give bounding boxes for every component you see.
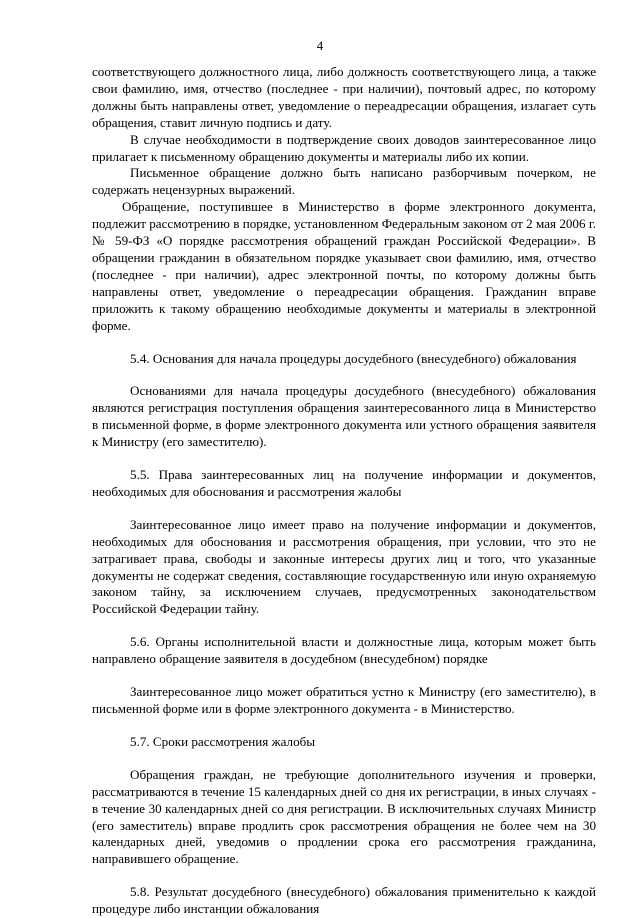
- paragraph-authorities: Заинтересованное лицо может обратиться устно к Министру (его заместителю), в письменной форме или в форме электронного документа - в Министерство.: [92, 684, 596, 716]
- page-number: 4: [316, 38, 324, 53]
- paragraph-attachments: В случае необходимости в подтверждение своих доводов заинтересованное лицо прилагает к письменному обращению документы и материалы либо их копии.: [92, 131, 596, 164]
- section-heading-5-7: 5.7. Сроки рассмотрения жалобы: [130, 733, 316, 749]
- paragraph-grounds: Основаниями для начала процедуры досудебного (внесудебного) обжалования являются регистрация поступления обращения заинтересованного лица в Министерство в письменной форме, в форме электронного документа или устного обращения заявителя к Министру (его заместителю).: [92, 383, 596, 450]
- section-heading-5-8: 5.8. Результат досудебного (внесудебного) обжалования применительно к каждой процедуре либо инстанции обжалования: [92, 884, 596, 917]
- paragraph-rights: Заинтересованное лицо имеет право на получение информации и документов, необходимых для обоснования и рассмотрения обращения, при условии, что это не затрагивает права, свободы и законные интересы других лиц и того, что указанные документы не содержат сведения, составляющие государственную или иную охраняемую законом тайну, за исключением случаев, предусмотренных законодательством Российской Федерации тайну.: [92, 516, 596, 617]
- paragraph-terms: Обращения граждан, не требующие дополнительного изучения и проверки, рассматриваются в течение 15 календарных дней со дня их регистрации, в иных случаях - в течение 30 календарных дней со дня регистрации. В исключительных случаях Министр (его заместитель) вправе продлить срок рассмотрения обращения не более чем на 30 календарных дней, уведомив о продлении срока его рассмотрения гражданина, направившего обращение.: [92, 766, 596, 867]
- paragraph-continuation: соответствующего должностного лица, либо должность соответствующего лица, а также свои фамилию, имя, отчество (последнее - при наличии), почтовый адрес, по которому должны быть направлены ответ, уведомление о переадресации обращения, излагает суть обращения, ставит личную подпись и дату.: [92, 64, 596, 130]
- paragraph-electronic-appeal: Обращение, поступившее в Министерство в форме электронного документа, подлежит рассмотрению в порядке, установленном Федеральным законом от 2 мая 2006 г. № 59-ФЗ «О порядке рассмотрения обращений граждан Российской Федерации». В обращении гражданин в обязательном порядке указывает свои фамилию, имя, отчество (последнее - при наличии), адрес электронной почты, по которому должны быть направлены ответ, уведомление о переадресации обращения. Гражданин вправе приложить к такому обращению необходимые документы и материалы в электронной форме.: [92, 199, 596, 333]
- section-heading-5-4: 5.4. Основания для начала процедуры досудебного (внесудебного) обжалования: [130, 350, 577, 366]
- paragraph-handwriting: Письменное обращение должно быть написано разборчивым почерком, не содержать нецензурных выражений.: [92, 165, 596, 198]
- document-body: [92, 64, 596, 918]
- section-heading-5-6: 5.6. Органы исполнительной власти и должностные лица, которым может быть направлено обращение заявителя в досудебном (внесудебном) порядке: [92, 634, 596, 667]
- section-heading-5-5: 5.5. Права заинтересованных лиц на получение информации и документов, необходимых для обоснования и рассмотрения жалобы: [92, 467, 596, 499]
